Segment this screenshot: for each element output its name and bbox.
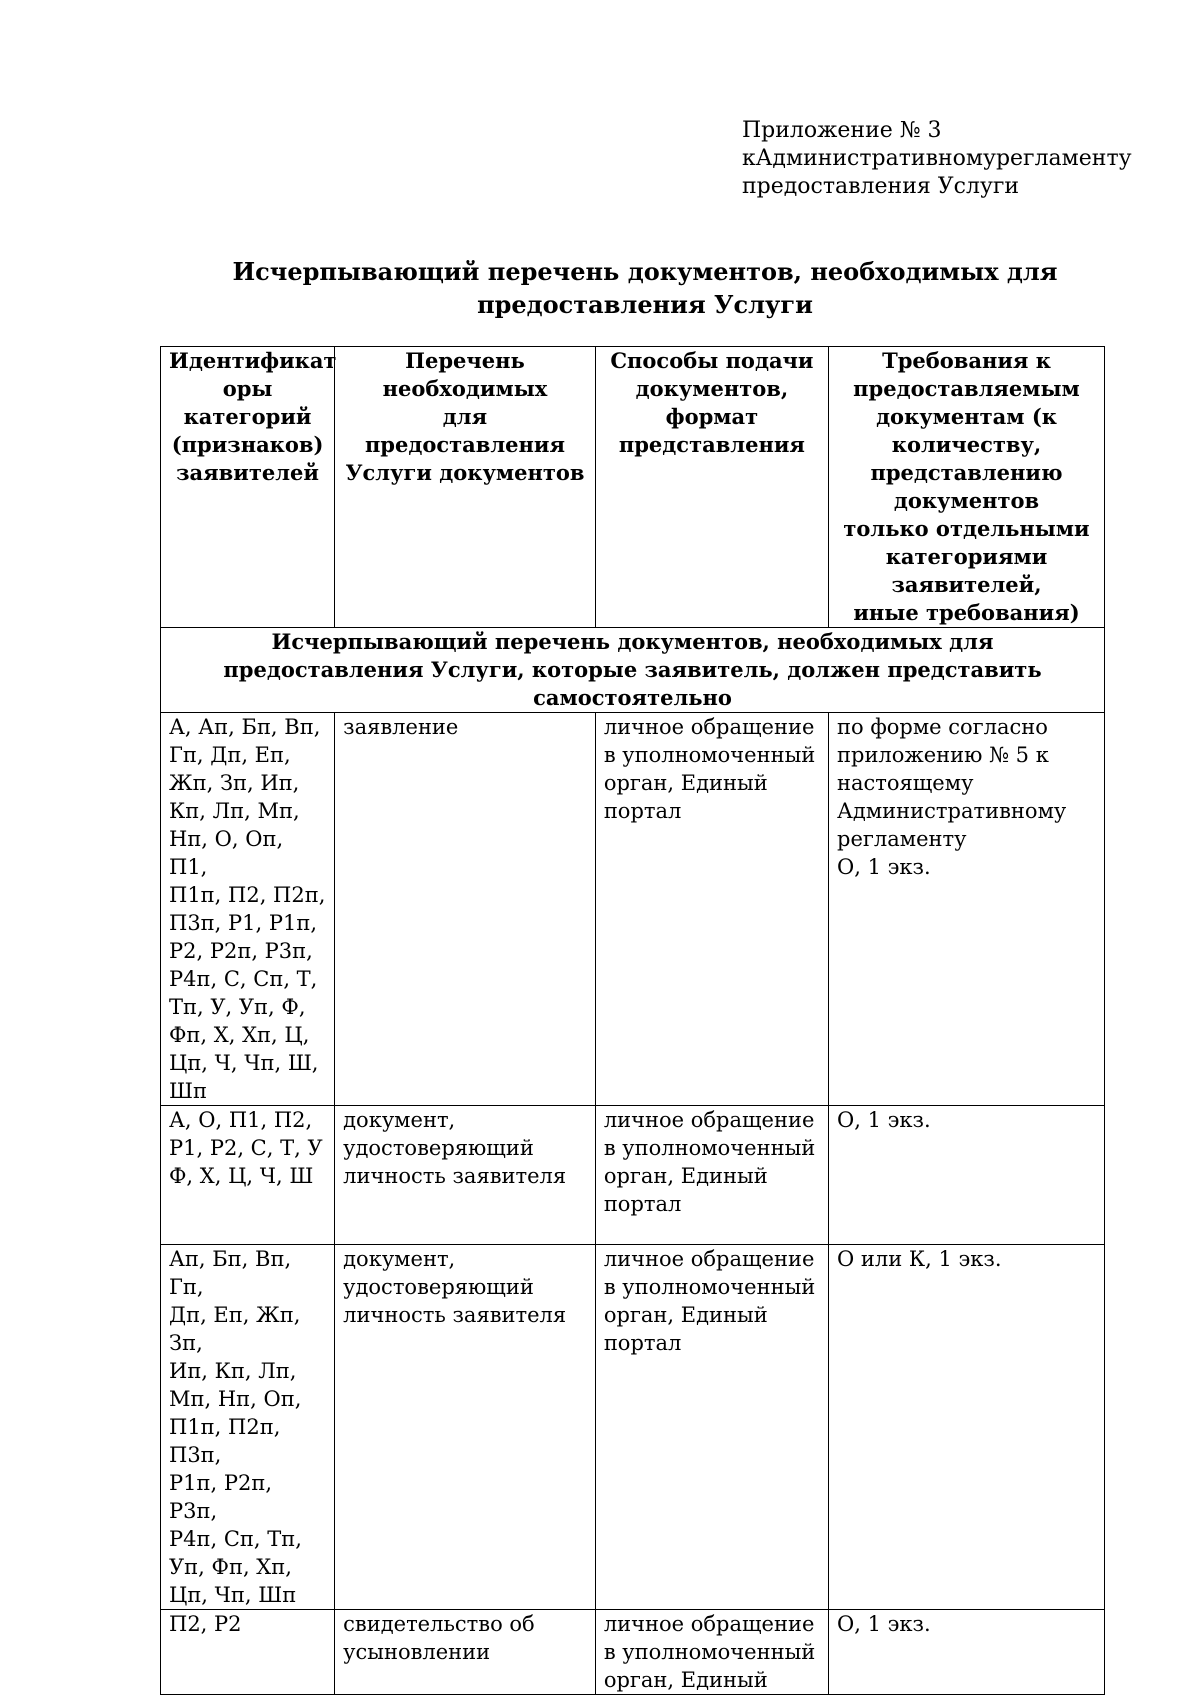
cell-requirements: по форме согласно приложению № 5 к настоящему Административному регламенту О, 1 экз. xyxy=(829,713,1105,1106)
table-row xyxy=(161,1106,1105,1245)
appendix-service: предоставления Услуги xyxy=(742,174,1020,199)
header-requirements: Требования к предоставляемым документам (к количеству, представлению документов только отдельными категориями заявителей, иные требования) xyxy=(829,347,1105,628)
table-row xyxy=(161,713,1105,1106)
appendix-word-k: к xyxy=(742,146,756,171)
cell-document: документ, удостоверяющий личность заявителя xyxy=(335,1245,596,1610)
header-documents: Перечень необходимых для предоставления Услуги документов xyxy=(335,347,596,628)
header-categories: Идентификат оры категорий (признаков) заявителей xyxy=(161,347,335,628)
header-methods: Способы подачи документов, формат представления xyxy=(595,347,828,628)
cell-method: личное обращение в уполномоченный орган, Единый портал xyxy=(595,1106,828,1245)
cell-categories: А, О, П1, П2, Р1, Р2, С, Т, У Ф, Х, Ц, Ч, Ш xyxy=(161,1106,335,1245)
appendix-word-reglament: регламенту xyxy=(995,146,1132,171)
table-section-row xyxy=(161,628,1105,713)
table-header-row xyxy=(161,347,1105,628)
appendix-number: Приложение № 3 xyxy=(742,118,942,143)
cell-categories: А, Ап, Бп, Вп, Гп, Дп, Еп, Жп, Зп, Ип, Кп, Лп, Мп, Нп, О, Оп, П1, П1п, П2, П2п, П3п, Р1, Р1п, Р2, Р2п, Р3п, Р4п, С, Сп, Т, Тп, У, Уп, Ф, Фп, Х, Хп, Ц, Цп, Ч, Чп, Ш, Шп xyxy=(161,713,335,1106)
cell-categories: Ап, Бп, Вп, Гп, Дп, Еп, Жп, Зп, Ип, Кп, Лп, Мп, Нп, Оп, П1п, П2п, П3п, Р1п, Р2п, Р3п, Р4п, Сп, Тп, Уп, Фп, Хп, Цп, Чп, Шп xyxy=(161,1245,335,1610)
section-heading: Исчерпывающий перечень документов, необходимых для предоставления Услуги, которые заявитель, должен представить самостоятельно xyxy=(161,628,1105,713)
documents-table xyxy=(160,346,1105,1695)
cell-requirements: О, 1 экз. xyxy=(829,1610,1105,1695)
appendix-word-admin: Административному xyxy=(755,146,996,171)
document-title-line2: предоставления Услуги xyxy=(477,290,813,319)
cell-method: личное обращение в уполномоченный орган, Единый xyxy=(595,1610,828,1695)
cell-document: заявление xyxy=(335,713,596,1106)
table-row xyxy=(161,1245,1105,1610)
appendix-reference xyxy=(742,145,1132,173)
cell-requirements: О, 1 экз. xyxy=(829,1106,1105,1245)
document-title xyxy=(160,255,1130,321)
table-row xyxy=(161,1610,1105,1695)
cell-requirements: О или К, 1 экз. xyxy=(829,1245,1105,1610)
cell-method: личное обращение в уполномоченный орган, Единый портал xyxy=(595,713,828,1106)
appendix-note xyxy=(742,117,1132,201)
document-title-line1: Исчерпывающий перечень документов, необходимых для xyxy=(232,257,1058,286)
cell-categories: П2, Р2 xyxy=(161,1610,335,1695)
cell-document: документ, удостоверяющий личность заявителя xyxy=(335,1106,596,1245)
cell-method: личное обращение в уполномоченный орган, Единый портал xyxy=(595,1245,828,1610)
cell-document: свидетельство об усыновлении xyxy=(335,1610,596,1695)
